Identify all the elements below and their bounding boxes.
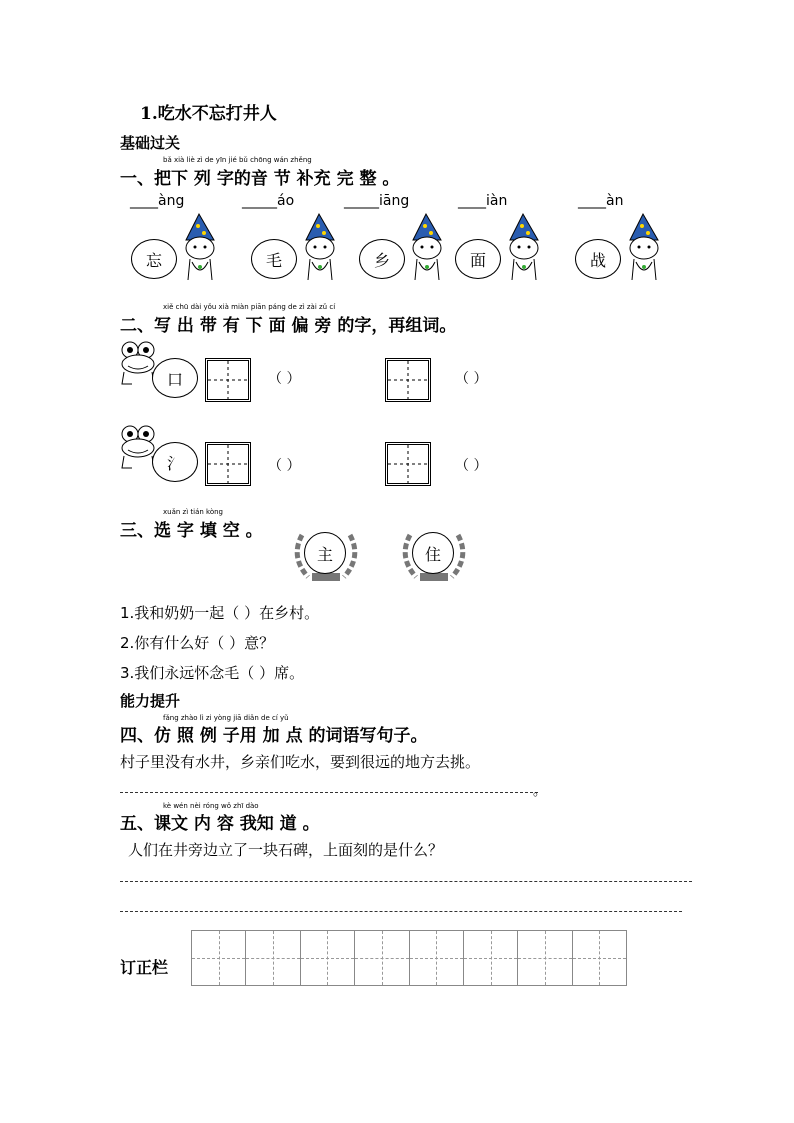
q1-heading: 一、把下 列 字的音 节 补充 完 整 。	[120, 169, 400, 189]
q4-pinyin: fǎng zhào lì zi yòng jiā diǎn de cí yǔ	[163, 714, 289, 722]
q2-heading: 二、写 出 带 有 下 面 偏 旁 的字，再组词。	[120, 316, 457, 336]
q1-blank-4[interactable]: ____iàn	[458, 193, 508, 209]
word-blank-paren[interactable]: （ ）	[268, 371, 301, 387]
tian-grid-box[interactable]	[205, 358, 251, 402]
option-circle-zhu-master: 主	[304, 532, 346, 574]
q1-char-circle-2: 毛	[251, 239, 297, 279]
radical-circle-kou: 口	[152, 358, 198, 398]
q1-blank-1[interactable]: ____àng	[130, 193, 185, 209]
q4-answer-line[interactable]	[120, 792, 538, 793]
q1-char-circle-4: 面	[455, 239, 501, 279]
word-blank-paren[interactable]: （ ）	[455, 371, 488, 387]
correction-cell[interactable]	[464, 931, 518, 985]
q3-heading: 三、选 字 填 空 。	[120, 521, 263, 541]
cat-wizard-icon	[620, 212, 666, 284]
q3-pinyin: xuǎn zì tián kòng	[163, 508, 223, 516]
correction-cell[interactable]	[301, 931, 355, 985]
option-circle-zhu-live: 住	[412, 532, 454, 574]
cat-wizard-icon	[176, 212, 222, 284]
q3-item-1[interactable]: 1.我和奶奶一起（ ）在乡村。	[120, 604, 320, 622]
q1-char-circle-3: 乡	[359, 239, 405, 279]
q4-heading: 四、仿 照 例 子用 加 点 的词语写句子。	[120, 726, 428, 746]
correction-cell[interactable]	[573, 931, 626, 985]
correction-cell[interactable]	[410, 931, 464, 985]
q5-question: 人们在井旁边立了一块石碑，上面刻的是什么？	[128, 841, 444, 859]
correction-cell[interactable]	[355, 931, 409, 985]
q3-item-3[interactable]: 3.我们永远怀念毛（ ）席。	[120, 664, 305, 682]
q1-pinyin: bǎ xià liè zì de yīn jié bǔ chōng wán zhěng	[163, 156, 312, 164]
cat-wizard-icon	[403, 212, 449, 284]
q4-answer-period: 。	[533, 784, 547, 799]
correction-grid[interactable]	[191, 930, 627, 986]
q1-char-circle-1: 忘	[131, 239, 177, 279]
correction-cell[interactable]	[246, 931, 300, 985]
q5-answer-line-1[interactable]	[120, 881, 692, 882]
q1-blank-2[interactable]: _____áo	[242, 193, 295, 209]
cat-wizard-icon	[500, 212, 546, 284]
cat-wizard-icon	[296, 212, 342, 284]
q4-example-sentence: 村子里没有水井，乡亲们吃水，要到很远的地方去挑。	[120, 753, 481, 771]
section-ability-label: 能力提升	[120, 692, 181, 710]
worksheet-title: 1.吃水不忘打井人	[140, 104, 277, 124]
q1-blank-5[interactable]: ____àn	[578, 193, 624, 209]
q1-blank-3[interactable]: _____iāng	[344, 193, 410, 209]
correction-cell[interactable]	[192, 931, 246, 985]
q5-answer-line-2[interactable]	[120, 911, 682, 912]
q5-heading: 五、课文 内 容 我知 道 。	[120, 814, 320, 834]
word-blank-paren[interactable]: （ ）	[455, 458, 488, 474]
radical-circle-shui: 氵	[152, 442, 198, 482]
correction-cell[interactable]	[518, 931, 572, 985]
section-basic-label: 基础过关	[120, 134, 181, 152]
q5-pinyin: kè wén nèi róng wǒ zhī dào	[163, 802, 259, 810]
tian-grid-box[interactable]	[385, 358, 431, 402]
q2-pinyin: xiě chū dài yǒu xià miàn piān páng de zì zài zǔ cí	[163, 303, 336, 311]
q3-item-2[interactable]: 2.你有什么好（ ）意？	[120, 634, 275, 652]
tian-grid-box[interactable]	[205, 442, 251, 486]
tian-grid-box[interactable]	[385, 442, 431, 486]
correction-label: 订正栏	[120, 958, 169, 977]
q1-char-circle-5: 战	[575, 239, 621, 279]
word-blank-paren[interactable]: （ ）	[268, 458, 301, 474]
